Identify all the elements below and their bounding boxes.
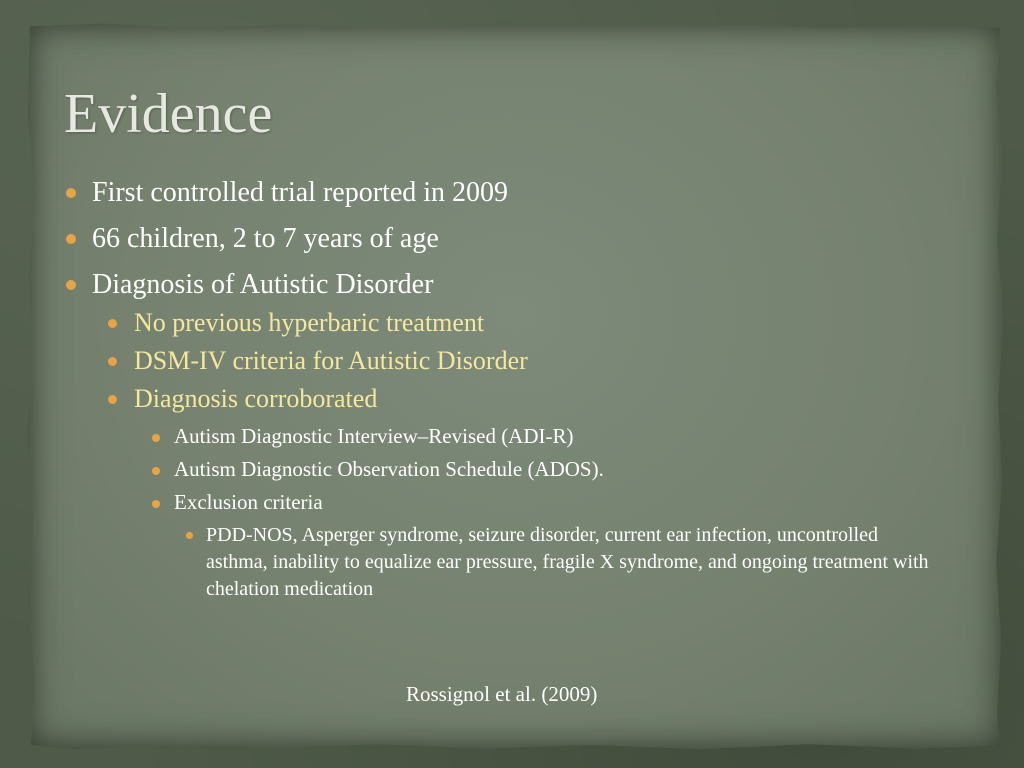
bullet-item-exclusion-criteria: Exclusion criteria xyxy=(174,490,323,514)
bullet-item-exclusion-list: PDD-NOS, Asperger syndrome, seizure disorder, current ear infection, uncontrolled asthma, inability to equalize ear pressure, fragile X syndrome, and ongoing treatment with chelation medication xyxy=(206,524,929,600)
bullet-dot-icon xyxy=(152,500,160,508)
bullet-item-trial: First controlled trial reported in 2009 xyxy=(92,177,509,208)
citation: Rossignol et al. (2009) xyxy=(406,682,598,706)
bullet-dot-icon xyxy=(108,319,117,328)
bullet-dot-icon xyxy=(152,467,160,475)
slide-title: Evidence xyxy=(64,83,273,145)
bullet-item-dsm-iv: DSM-IV criteria for Autistic Disorder xyxy=(134,346,528,375)
bullet-dot-icon xyxy=(108,357,117,366)
bullet-dot-icon xyxy=(186,532,193,539)
bullet-dot-icon xyxy=(66,234,76,244)
bullet-dot-icon xyxy=(152,434,160,442)
bullet-item-children: 66 children, 2 to 7 years of age xyxy=(92,223,439,254)
bullet-item-diagnosis: Diagnosis of Autistic Disorder xyxy=(92,269,434,300)
bullet-dot-icon xyxy=(66,188,76,198)
bullet-item-diagnosis-corroborated: Diagnosis corroborated xyxy=(134,384,378,413)
bullet-item-ados: Autism Diagnostic Observation Schedule (ADOS). xyxy=(174,457,604,481)
bullet-dot-icon xyxy=(66,280,76,290)
bullet-dot-icon xyxy=(108,395,117,404)
bullet-item-no-previous-treatment: No previous hyperbaric treatment xyxy=(134,308,485,337)
bullet-item-adi-r: Autism Diagnostic Interview–Revised (ADI-R) xyxy=(174,424,574,448)
